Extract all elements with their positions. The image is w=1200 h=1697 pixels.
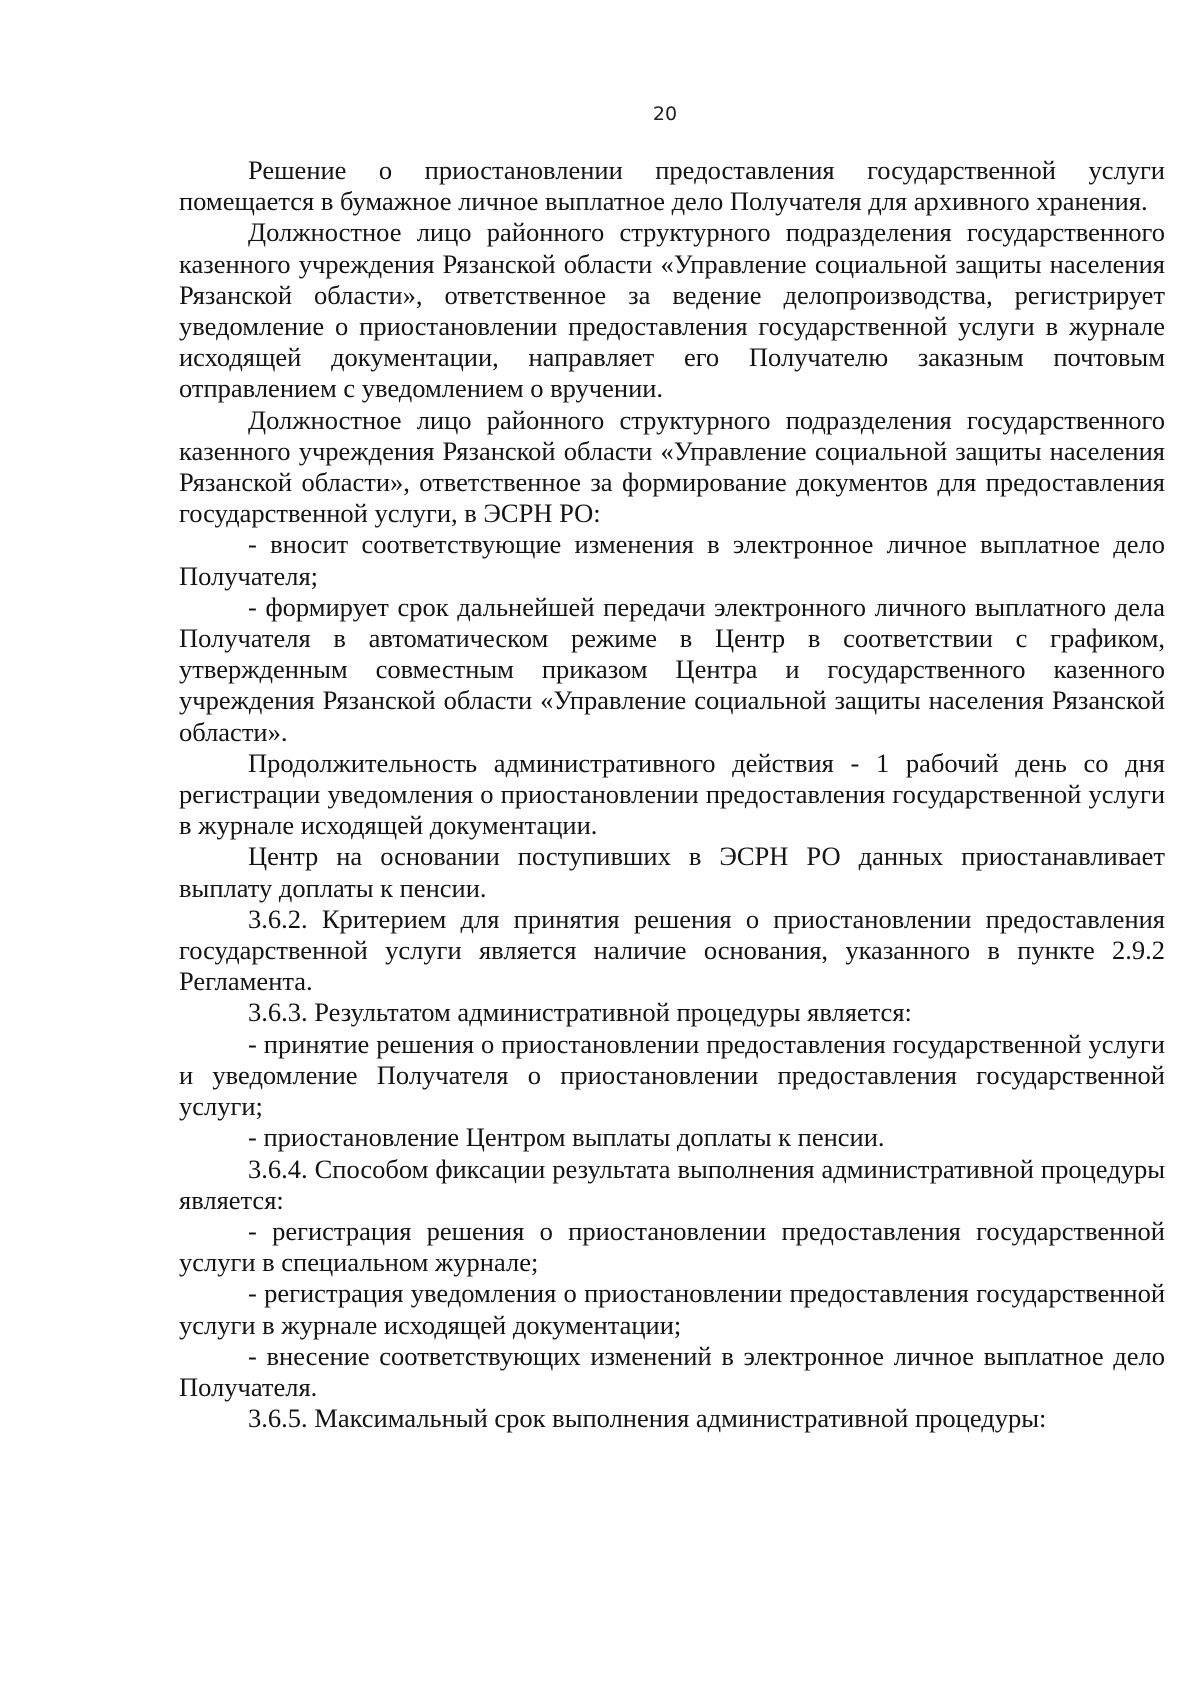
list-item: - регистрация уведомления о приостановлении предоставления государственной услуги в журнале исходящей документации; xyxy=(179,1278,1165,1340)
document-body xyxy=(179,155,1165,1434)
paragraph: Должностное лицо районного структурного подразделения государственного казенного учреждения Рязанской области «Управление социальной защиты населения Рязанской области», ответственное за формирование документов для предоставления государственной услуги, в ЭСРН РО: xyxy=(179,404,1165,529)
list-item: - принятие решения о приостановлении предоставления государственной услуги и уведомление Получателя о приостановлении предоставления государственной услуги; xyxy=(179,1028,1165,1122)
section-paragraph: 3.6.4. Способом фиксации результата выполнения административной процедуры является: xyxy=(179,1153,1165,1215)
paragraph: Решение о приостановлении предоставления государственной услуги помещается в бумажное личное выплатное дело Получателя для архивного хранения. xyxy=(179,155,1165,217)
list-item: - внесение соответствующих изменений в электронное личное выплатное дело Получателя. xyxy=(179,1340,1165,1402)
list-item: - вносит соответствующие изменения в электронное личное выплатное дело Получателя; xyxy=(179,529,1165,591)
section-paragraph: 3.6.3. Результатом административной процедуры является: xyxy=(248,997,912,1028)
list-item: - приостановление Центром выплаты доплаты к пенсии. xyxy=(248,1122,885,1153)
list-item: - формирует срок дальнейшей передачи электронного личного выплатного дела Получателя в автоматическом режиме в Центр в соответствии с графиком, утвержденным совместным приказом Центра и государственного казенного учреждения Рязанской области «Управление социальной защиты населения Рязанской области». xyxy=(179,591,1165,747)
section-paragraph: 3.6.2. Критерием для принятия решения о приостановлении предоставления государственной услуги является наличие основания, указанного в пункте 2.9.2 Регламента. xyxy=(179,903,1165,997)
list-item: - регистрация решения о приостановлении предоставления государственной услуги в специальном журнале; xyxy=(179,1215,1165,1278)
paragraph: Продолжительность административного действия - 1 рабочий день со дня регистрации уведомления о приостановлении предоставления государственной услуги в журнале исходящей документации. xyxy=(179,747,1165,841)
paragraph: Должностное лицо районного структурного подразделения государственного казенного учреждения Рязанской области «Управление социальной защиты населения Рязанской области», ответственное за ведение делопроизводства, регистрирует уведомление о приостановлении предоставления государственной услуги в журнале исходящей документации, направляет его Получателю заказным почтовым отправлением с уведомлением о вручении. xyxy=(179,217,1165,404)
page-number: 20 xyxy=(652,103,678,125)
section-paragraph: 3.6.5. Максимальный срок выполнения административной процедуры: xyxy=(248,1403,1047,1434)
paragraph: Центр на основании поступивших в ЭСРН РО данных приостанавливает выплату доплаты к пенсии. xyxy=(179,841,1165,903)
